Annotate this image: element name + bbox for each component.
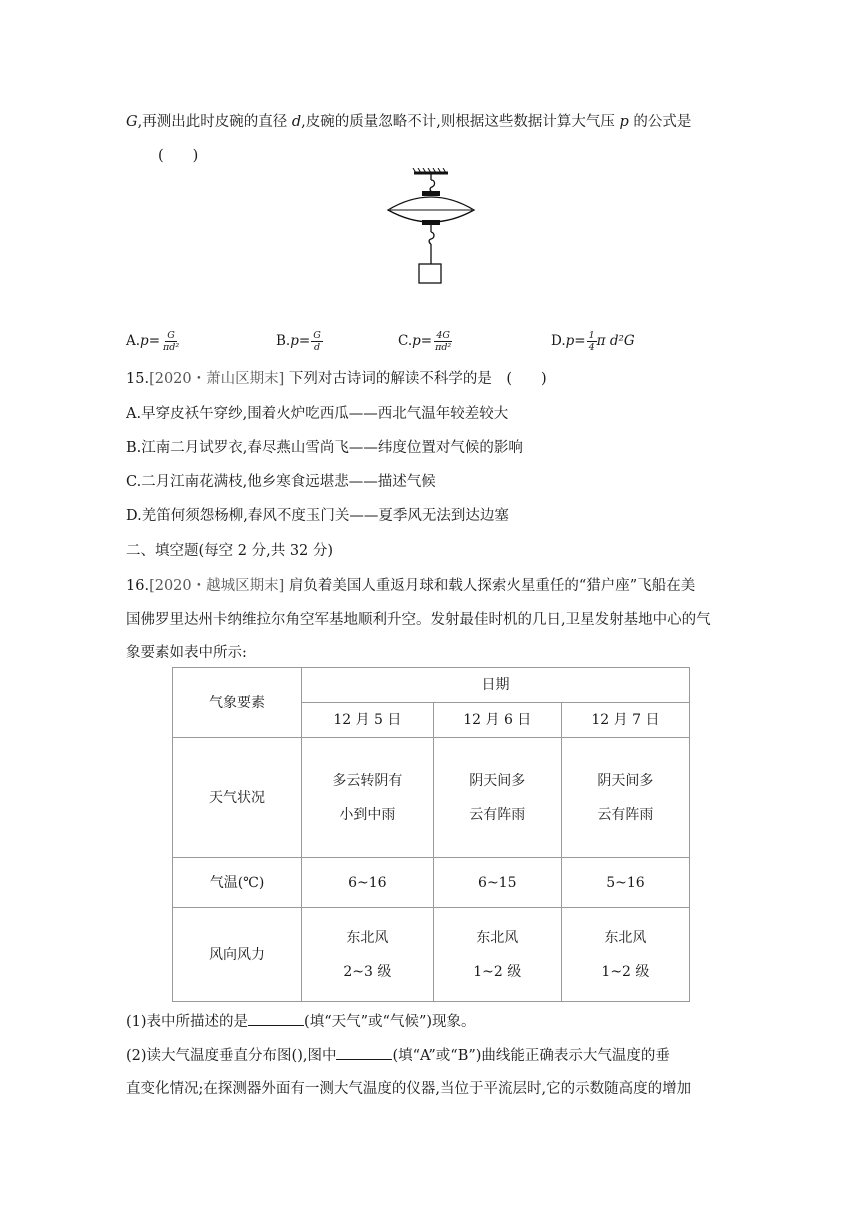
q14-option-b[interactable]: B.p= $\frac{G}{d}$ (276, 330, 321, 353)
source-tag: [2020・越城区期末] (149, 578, 285, 594)
q14-stem-line: G,再测出此时皮碗的直径 d,皮碗的质量忽略不计,则根据这些数据计算大气压 p 的公式是 (126, 114, 692, 130)
q15-option-b[interactable]: B.江南二月试罗衣,春尽燕山雪尚飞——纬度位置对气候的影响 (126, 440, 523, 456)
table-row (173, 738, 690, 858)
fraction: $\frac{4G}{\text{πd²}}$ (435, 330, 452, 353)
table-cell: 6~16 (302, 858, 434, 908)
q14-option-d[interactable]: D.p= $\frac{1}{4}$ π d²G (551, 330, 635, 353)
q14-option-c[interactable]: C.p= $\frac{4G}{\text{πd²}}$ (398, 330, 452, 353)
table-cell: 5~16 (561, 858, 689, 908)
date-cell: 12 月 6 日 (433, 703, 561, 738)
date-cell: 12 月 7 日 (561, 703, 689, 738)
q14-option-a[interactable]: A.p= $\frac{G}{\text{πd²}}$ (126, 330, 180, 353)
var-G: G (126, 114, 138, 130)
table-row (173, 908, 690, 1002)
q15-option-a[interactable]: A.早穿皮袄午穿纱,围着火炉吃西瓜——西北气温年较差较大 (126, 406, 509, 422)
q15-stem: 15.[2020・萧山区期末] 下列对古诗词的解读不科学的是 ( ) (126, 371, 547, 387)
table-cell: 阴天间多 云有阵雨 (561, 738, 689, 858)
table-cell: 阴天间多 云有阵雨 (433, 738, 561, 858)
q15-option-c[interactable]: C.二月江南花满枝,他乡寒食远堪悲——描述气候 (126, 474, 436, 490)
q16-sub-2: (2)读大气温度垂直分布图(),图中 (填“A”或“B”)曲线能正确表示大气温度的垂 (126, 1045, 670, 1066)
date-header: 日期 (302, 668, 690, 703)
fraction: $\frac{1}{4}$ (588, 330, 595, 353)
row-label: 风向风力 (173, 908, 302, 1002)
q16-stem-line-1: 16.[2020・越城区期末] 肩负着美国人重返月球和载人探索火星重任的“猎户座”飞船在美 (126, 578, 696, 594)
table-cell: 东北风 2~3 级 (302, 908, 434, 1002)
weather-table (172, 667, 690, 1002)
suction-cup-figure (386, 168, 476, 288)
table-cell: 6~15 (433, 858, 561, 908)
date-cell: 12 月 5 日 (302, 703, 434, 738)
table-cell: 东北风 1~2 级 (433, 908, 561, 1002)
source-tag: [2020・萧山区期末] (149, 371, 285, 387)
table-row (173, 858, 690, 908)
table-cell: 多云转阴有 小到中雨 (302, 738, 434, 858)
q16-stem-line-3: 象要素如表中所示: (126, 645, 247, 661)
answer-blank[interactable] (248, 1011, 304, 1026)
fraction: $\frac{G}{d}$ (313, 330, 321, 353)
q15-option-d[interactable]: D.羌笛何须怨杨柳,春风不度玉门关——夏季风无法到达边塞 (126, 508, 509, 524)
answer-blank[interactable] (336, 1045, 392, 1060)
fraction: $\frac{G}{\text{πd²}}$ (163, 330, 180, 353)
table-cell: 东北风 1~2 级 (561, 908, 689, 1002)
row-label: 气温(℃) (173, 858, 302, 908)
table-corner-header: 气象要素 (173, 668, 302, 738)
q16-stem-line-2: 国佛罗里达州卡纳维拉尔角空军基地顺利升空。发射最佳时机的几日,卫星发射基地中心的气 (126, 612, 711, 628)
section-heading: 二、填空题(每空 2 分,共 32 分) (126, 543, 334, 559)
q16-sub-1: (1)表中所描述的是 (填“天气”或“气候”)现象。 (126, 1011, 476, 1032)
q14-answer-bracket: ( ) (158, 148, 199, 164)
q16-sub-2-line-2: 直变化情况;在探测器外面有一测大气温度的仪器,当位于平流层时,它的示数随高度的增加 (126, 1081, 692, 1097)
row-label: 天气状况 (173, 738, 302, 858)
